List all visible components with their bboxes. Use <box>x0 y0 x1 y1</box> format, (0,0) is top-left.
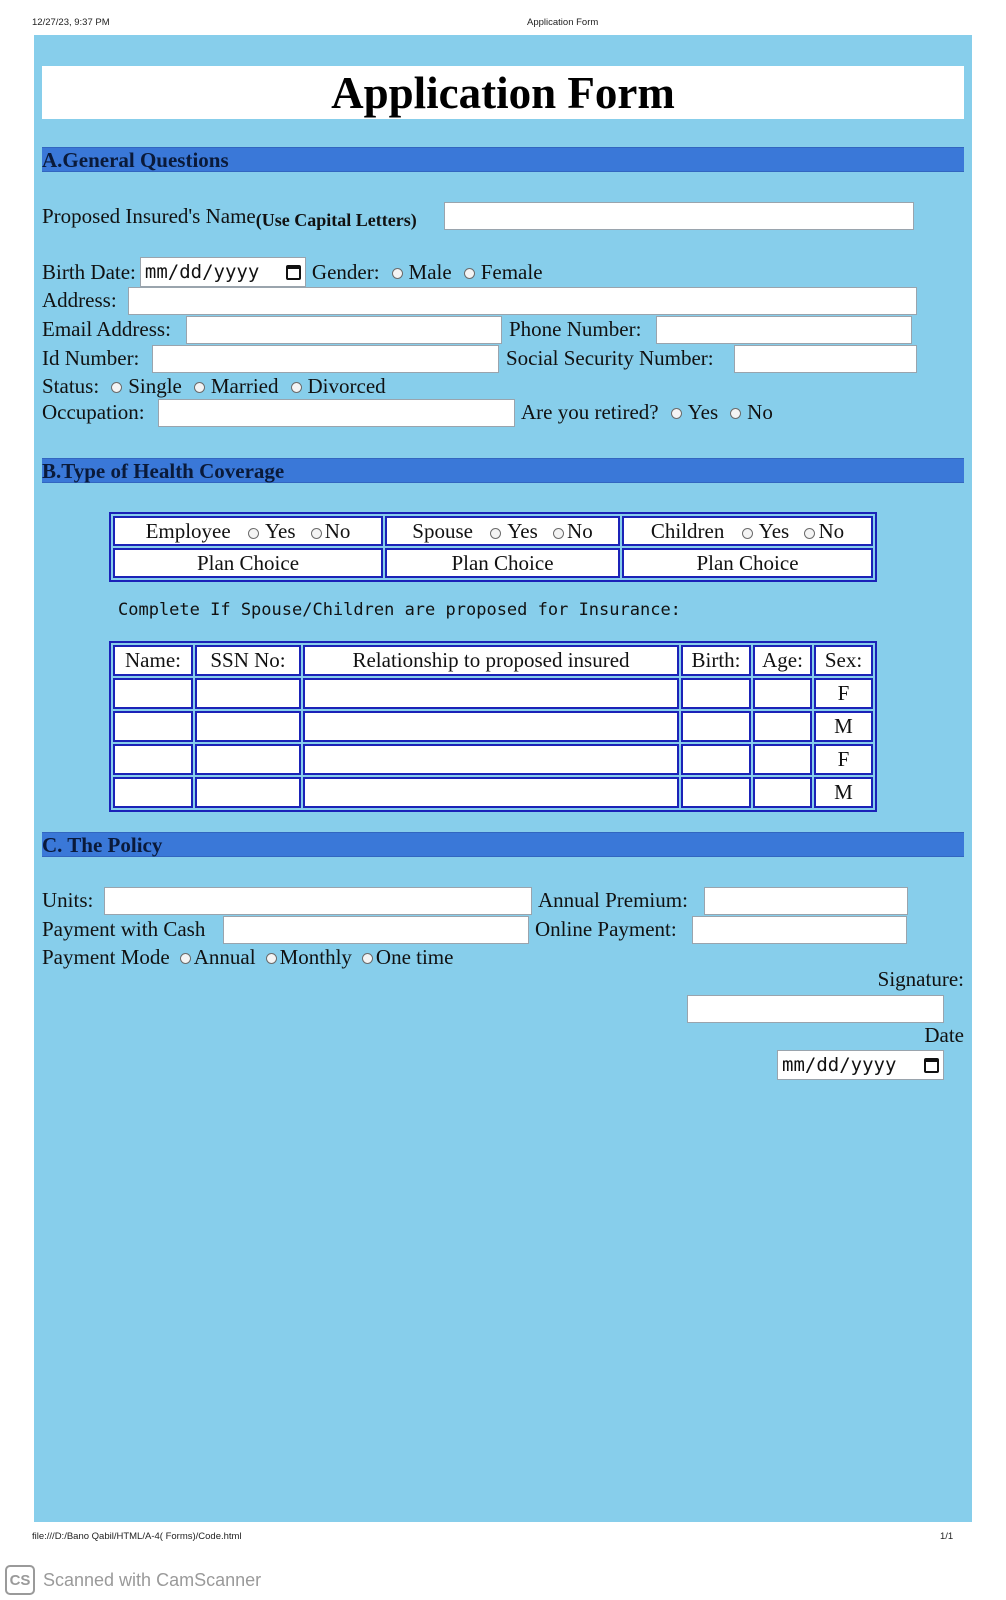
children-yes-label: Yes <box>758 518 790 543</box>
camscanner-watermark <box>5 1565 261 1595</box>
dependent-age-cell[interactable] <box>753 777 812 808</box>
phone-row <box>509 314 641 344</box>
status-single-label: Single <box>128 373 182 398</box>
cash-payment-input[interactable] <box>223 916 529 944</box>
phone-input[interactable] <box>656 316 912 344</box>
id-input[interactable] <box>152 345 499 373</box>
dependent-relationship-cell[interactable] <box>303 744 679 775</box>
dependents-header-age: Age: <box>753 645 812 676</box>
dependents-note: Complete If Spouse/Children are proposed for Insurance: <box>118 600 681 620</box>
gender-male-radio[interactable] <box>392 268 403 279</box>
coverage-spouse-label: Spouse <box>412 518 473 543</box>
occupation-label: Occupation: <box>42 399 145 424</box>
annual-premium-input[interactable] <box>704 887 908 915</box>
children-plan-choice[interactable]: Plan Choice <box>622 548 873 578</box>
occupation-row <box>42 397 145 427</box>
ssn-label: Social Security Number: <box>506 345 714 370</box>
retired-yes-radio[interactable] <box>671 408 682 419</box>
dependent-age-cell[interactable] <box>753 711 812 742</box>
dependent-birth-cell[interactable] <box>681 777 751 808</box>
status-single-radio[interactable] <box>111 382 122 393</box>
status-label: Status: <box>42 373 100 398</box>
birth-gender-row <box>42 257 543 287</box>
print-file-path: file:///D:/Bano Qabil/HTML/A-4( Forms)/Code.html <box>32 1531 242 1542</box>
mode-onetime-label: One time <box>375 944 454 969</box>
employee-no-label: No <box>324 518 351 543</box>
table-row <box>113 678 873 709</box>
spouse-plan-choice[interactable]: Plan Choice <box>385 548 620 578</box>
insured-name-input[interactable] <box>444 202 914 230</box>
id-label: Id Number: <box>42 345 140 370</box>
form-page <box>34 35 972 1522</box>
signature-date-input[interactable] <box>777 1050 944 1080</box>
date-label: Date <box>924 1023 964 1047</box>
dependents-table <box>109 641 877 812</box>
spouse-yes-label: Yes <box>507 518 538 543</box>
coverage-table <box>109 512 877 582</box>
units-row <box>42 885 93 915</box>
gender-male-label: Male <box>408 259 452 284</box>
table-row <box>113 711 873 742</box>
dependent-birth-cell[interactable] <box>681 711 751 742</box>
phone-label: Phone Number: <box>509 316 642 341</box>
print-doc-title: Application Form <box>527 17 599 28</box>
dependent-age-cell[interactable] <box>753 744 812 775</box>
address-input[interactable] <box>128 287 917 315</box>
cash-row <box>42 914 205 944</box>
employee-plan-choice[interactable]: Plan Choice <box>113 548 383 578</box>
dependent-relationship-cell[interactable] <box>303 711 679 742</box>
employee-yes-label: Yes <box>264 518 296 543</box>
calendar-icon[interactable] <box>924 1058 939 1073</box>
dependent-age-cell[interactable] <box>753 678 812 709</box>
mode-annual-label: Annual <box>193 944 256 969</box>
spouse-no-label: No <box>567 518 593 543</box>
online-payment-input[interactable] <box>692 916 907 944</box>
gender-female-radio[interactable] <box>464 268 475 279</box>
email-row <box>42 314 171 344</box>
birth-date-label: Birth Date: <box>42 259 136 284</box>
signature-input[interactable] <box>687 995 944 1023</box>
name-hint: (Use Capital Letters) <box>255 209 417 230</box>
dependent-name-cell[interactable] <box>113 777 193 808</box>
payment-mode-label: Payment Mode <box>42 944 170 969</box>
print-page-number: 1/1 <box>940 1531 954 1542</box>
mode-annual-radio[interactable] <box>180 953 191 964</box>
dependent-birth-cell[interactable] <box>681 678 751 709</box>
coverage-employee-label: Employee <box>145 518 231 543</box>
address-label: Address: <box>42 287 117 312</box>
online-row <box>535 914 677 944</box>
coverage-children-cell <box>622 516 873 546</box>
signature-label: Signature: <box>877 967 964 991</box>
dependents-header-relationship: Relationship to proposed insured <box>303 645 679 676</box>
mode-monthly-label: Monthly <box>279 944 352 969</box>
section-c-heading: C. The Policy <box>42 832 964 857</box>
dependents-header-birth: Birth: <box>681 645 751 676</box>
table-row <box>113 744 873 775</box>
birth-date-placeholder: mm/dd/yyyy <box>144 261 260 283</box>
retired-no-label: No <box>747 399 773 424</box>
employee-yes-radio[interactable] <box>248 528 259 539</box>
dependents-header-name: Name: <box>113 645 193 676</box>
spouse-yes-radio[interactable] <box>490 528 501 539</box>
dependent-ssn-cell[interactable] <box>195 744 301 775</box>
email-input[interactable] <box>186 316 502 344</box>
status-married-label: Married <box>210 373 279 398</box>
retired-yes-label: Yes <box>687 399 719 424</box>
status-divorced-radio[interactable] <box>291 382 302 393</box>
mode-monthly-radio[interactable] <box>266 953 277 964</box>
retired-label: Are you retired? <box>521 399 659 424</box>
address-row <box>42 285 117 315</box>
retired-row <box>521 397 773 427</box>
coverage-spouse-cell <box>385 516 620 546</box>
table-row <box>113 777 873 808</box>
dependent-name-cell[interactable] <box>113 678 193 709</box>
spouse-no-radio[interactable] <box>553 528 564 539</box>
units-label: Units: <box>42 887 94 912</box>
dependent-sex-cell: F <box>814 744 873 775</box>
status-divorced-label: Divorced <box>307 373 386 398</box>
units-input[interactable] <box>104 887 532 915</box>
occupation-input[interactable] <box>158 399 515 427</box>
gender-label: Gender: <box>311 259 380 284</box>
dependent-ssn-cell[interactable] <box>195 678 301 709</box>
gender-female-label: Female <box>480 259 543 284</box>
dependent-relationship-cell[interactable] <box>303 777 679 808</box>
calendar-icon[interactable] <box>286 265 301 280</box>
premium-row <box>538 885 688 915</box>
camscanner-text: Scanned with CamScanner <box>43 1569 262 1590</box>
section-a-heading: A.General Questions <box>42 147 964 172</box>
id-row <box>42 343 139 373</box>
children-no-radio[interactable] <box>804 528 815 539</box>
dependent-sex-cell: M <box>814 711 873 742</box>
dependent-ssn-cell[interactable] <box>195 777 301 808</box>
name-label: Proposed Insured's Name <box>42 203 256 228</box>
children-yes-radio[interactable] <box>742 528 753 539</box>
dependent-name-cell[interactable] <box>113 744 193 775</box>
coverage-employee-cell <box>113 516 383 546</box>
camscanner-logo: CS <box>5 1565 35 1595</box>
dependent-name-cell[interactable] <box>113 711 193 742</box>
email-label: Email Address: <box>42 316 171 341</box>
section-b-heading: B.Type of Health Coverage <box>42 458 964 483</box>
premium-label: Annual Premium: <box>538 887 688 912</box>
coverage-children-label: Children <box>650 518 725 543</box>
dependent-relationship-cell[interactable] <box>303 678 679 709</box>
dependent-ssn-cell[interactable] <box>195 711 301 742</box>
dependent-sex-cell: M <box>814 777 873 808</box>
print-timestamp: 12/27/23, 9:37 PM <box>32 17 110 28</box>
signature-date-placeholder: mm/dd/yyyy <box>782 1054 897 1076</box>
online-label: Online Payment: <box>535 916 677 941</box>
retired-no-radio[interactable] <box>730 408 741 419</box>
page-title: Application Form <box>42 66 964 119</box>
ssn-row <box>506 343 714 373</box>
dependent-birth-cell[interactable] <box>681 744 751 775</box>
status-married-radio[interactable] <box>194 382 205 393</box>
employee-no-radio[interactable] <box>311 528 322 539</box>
children-no-label: No <box>818 518 845 543</box>
dependent-sex-cell: F <box>814 678 873 709</box>
name-row <box>42 201 417 231</box>
birth-date-input[interactable] <box>140 257 306 287</box>
dependents-header-ssn: SSN No: <box>195 645 301 676</box>
mode-onetime-radio[interactable] <box>362 953 373 964</box>
cash-label: Payment with Cash <box>42 916 206 941</box>
payment-mode-row <box>42 942 453 972</box>
dependents-header-sex: Sex: <box>814 645 873 676</box>
ssn-input[interactable] <box>734 345 917 373</box>
